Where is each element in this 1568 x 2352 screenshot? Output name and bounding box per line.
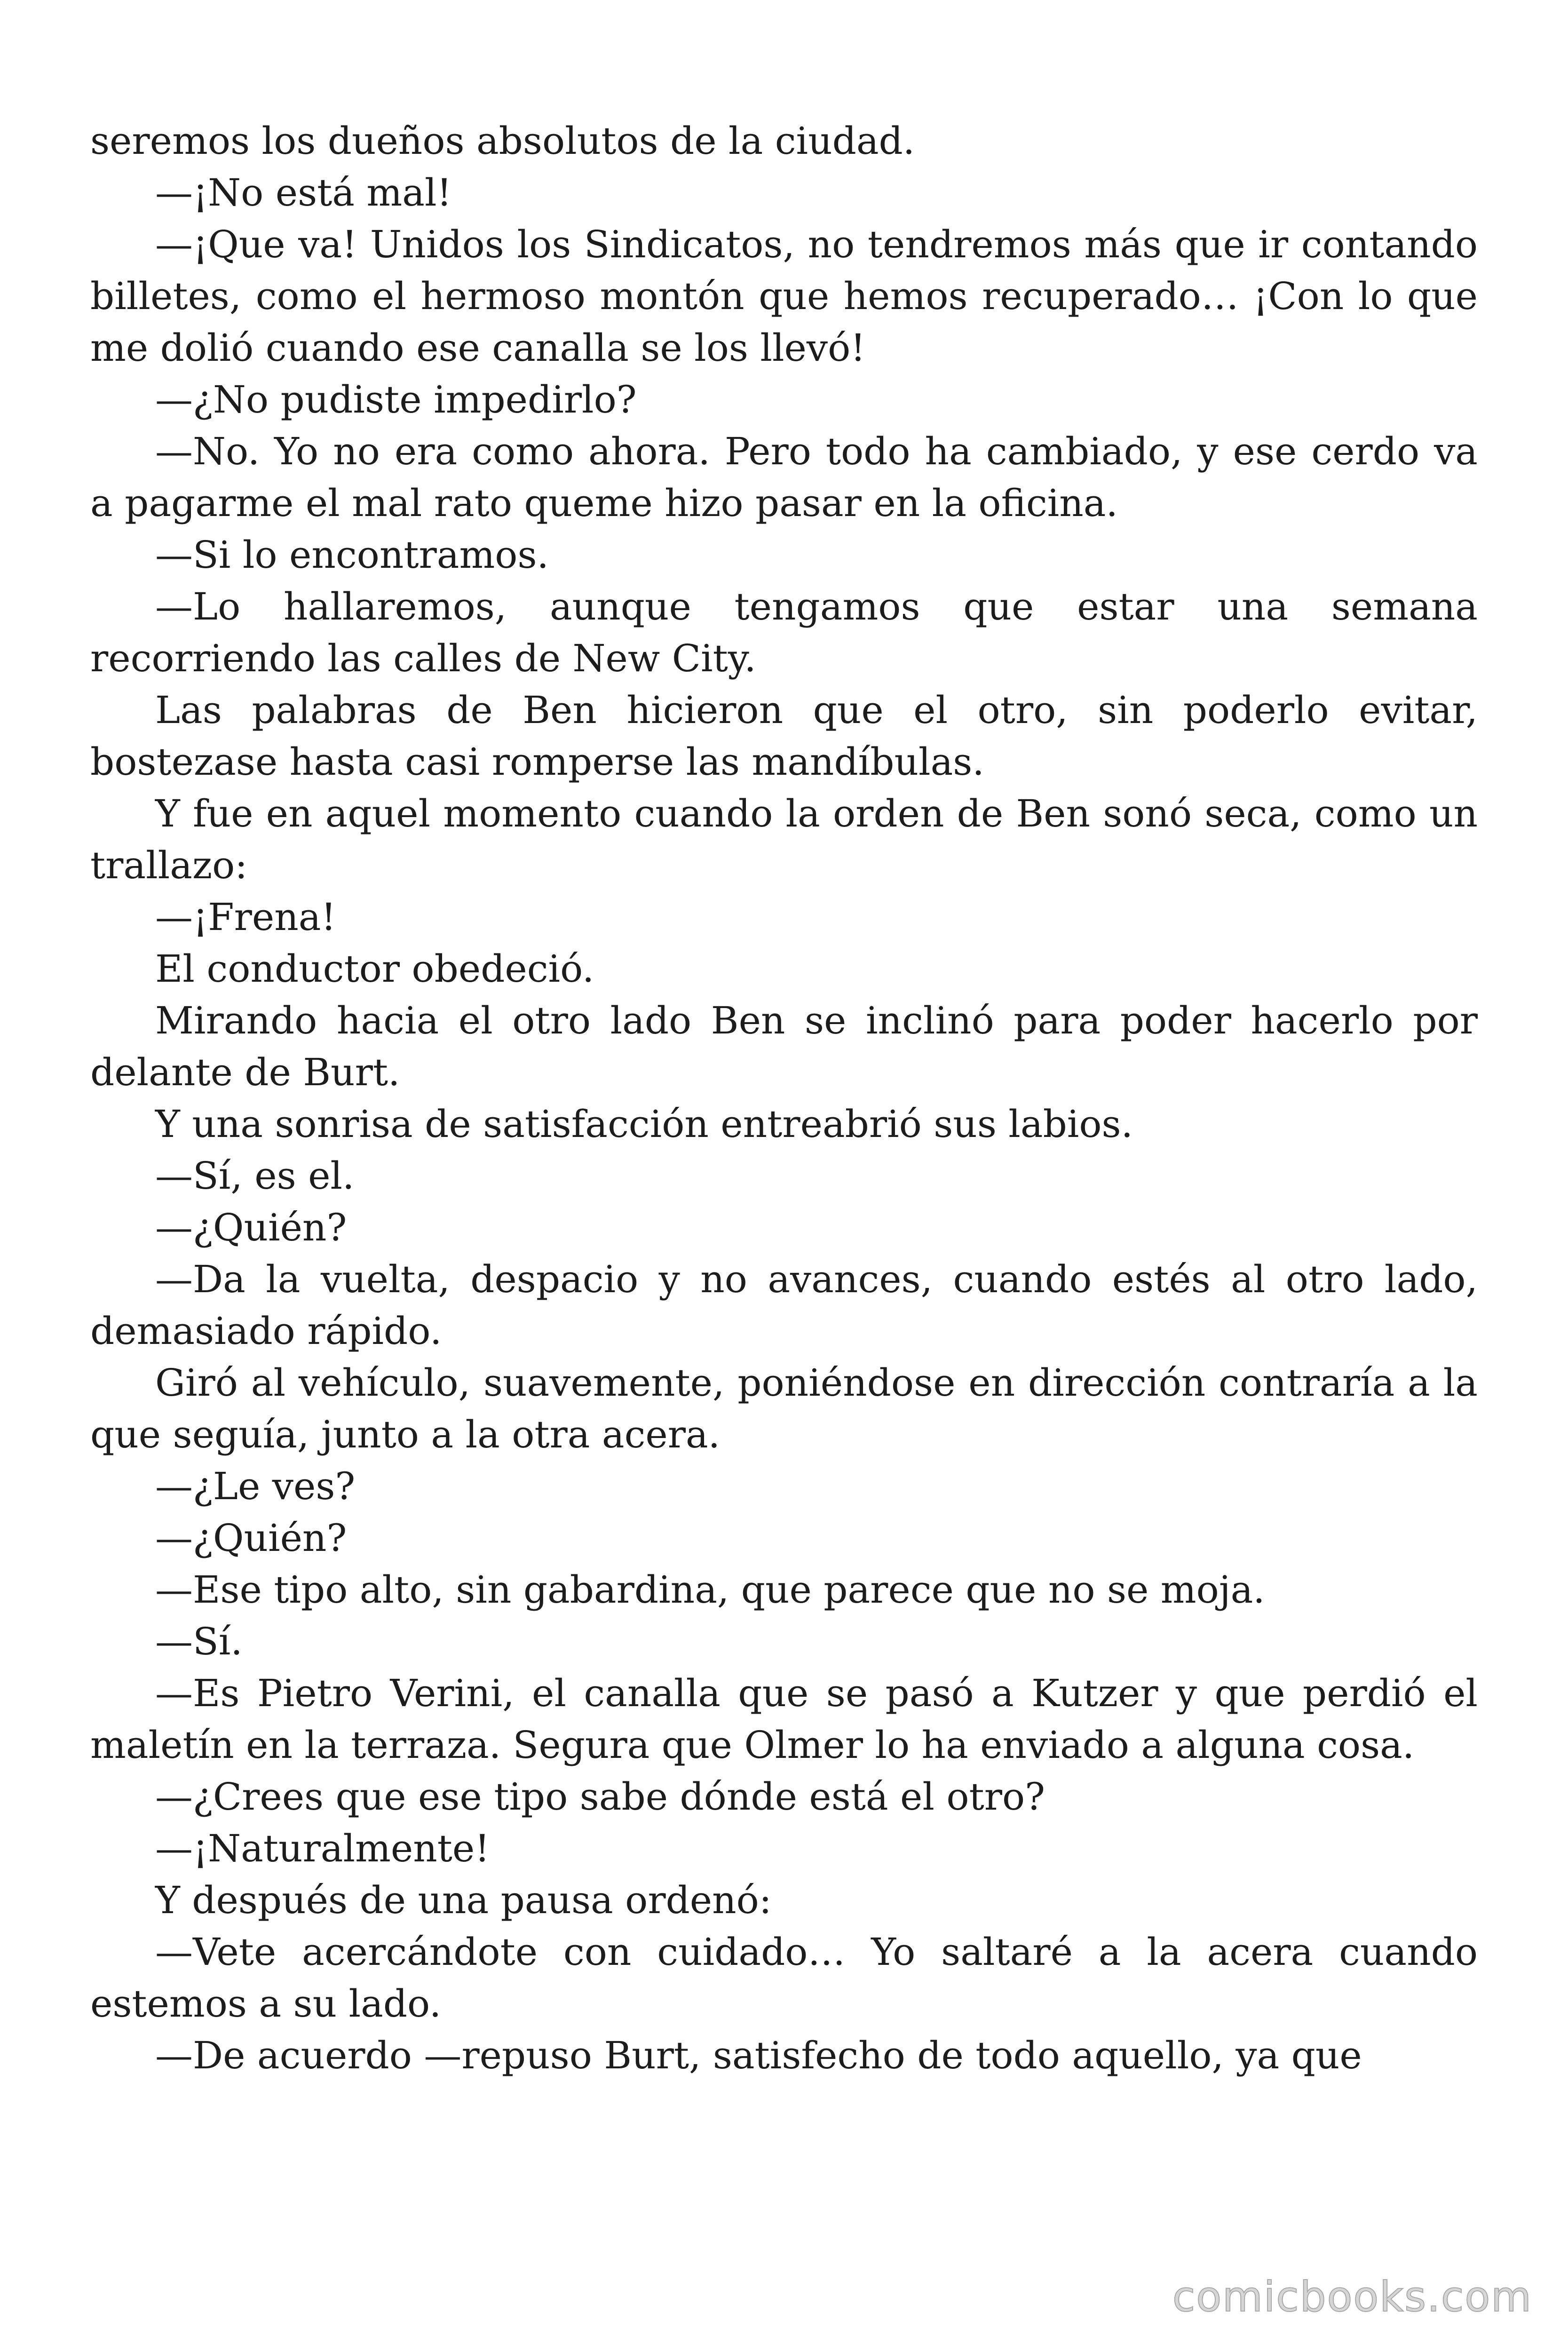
paragraph: —Vete acercándote con cuidado… Yo saltaré a la acera cuando estemos a su lado. [90,1930,1478,2026]
paragraph: El conductor obedeció. [155,947,594,991]
paragraph: Y una sonrisa de satisfacción entreabrió sus labios. [155,1102,1133,1146]
watermark: comicbooks.com [1172,2273,1532,2321]
paragraph: —¡Que va! Unidos los Sindicatos, no tendremos más que ir contando billetes, como el hermoso montón que hemos recuperado… ¡Con lo que me dolió cuando ese canalla se los llevó! [90,222,1478,370]
paragraph: —¡Naturalmente! [155,1827,490,1870]
paragraph: Mirando hacia el otro lado Ben se inclinó para poder hacerlo por delante de Burt. [90,999,1478,1094]
paragraph: Y después de una pausa ordenó: [155,1878,772,1922]
paragraph: —Lo hallaremos, aunque tengamos que estar una semana recorriendo las calles de New City. [90,585,1478,680]
paragraph: —¿Crees que ese tipo sabe dónde está el otro? [155,1775,1045,1819]
paragraph: —Da la vuelta, despacio y no avances, cuando estés al otro lado, demasiado rápido. [90,1257,1478,1353]
paragraph: —¿Quién? [155,1206,347,1249]
paragraph: —Sí. [155,1620,243,1663]
paragraph: —¿Le ves? [155,1464,356,1508]
paragraph: —Ese tipo alto, sin gabardina, que parece que no se moja. [155,1568,1265,1612]
paragraph: —¿No pudiste impedirlo? [155,378,637,421]
paragraph: —¡No está mal! [155,171,452,215]
paragraph: —Si lo encontramos. [155,533,549,577]
paragraph: —Sí, es el. [155,1154,355,1198]
paragraph: —De acuerdo —repuso Burt, satisfecho de todo aquello, ya que [155,2034,1362,2077]
paragraph: —¡Frena! [155,895,336,939]
paragraph: —¿Quién? [155,1516,347,1560]
paragraph: —No. Yo no era como ahora. Pero todo ha cambiado, y ese cerdo va a pagarme el mal rato queme hizo pasar en la oficina. [90,429,1478,525]
paragraph: Giró al vehículo, suavemente, poniéndose en dirección contraría a la que seguía, junto a la otra acera. [90,1361,1478,1456]
paragraph: Las palabras de Ben hicieron que el otro, sin poderlo evitar, bostezase hasta casi romperse las mandíbulas. [90,688,1478,784]
page-body [90,115,1478,2082]
paragraph: Y fue en aquel momento cuando la orden de Ben sonó seca, como un trallazo: [90,792,1478,887]
paragraph: seremos los dueños absolutos de la ciudad. [90,119,915,163]
paragraph: —Es Pietro Verini, el canalla que se pasó a Kutzer y que perdió el maletín en la terraza. Segura que Olmer lo ha enviado a alguna cosa. [90,1671,1478,1767]
